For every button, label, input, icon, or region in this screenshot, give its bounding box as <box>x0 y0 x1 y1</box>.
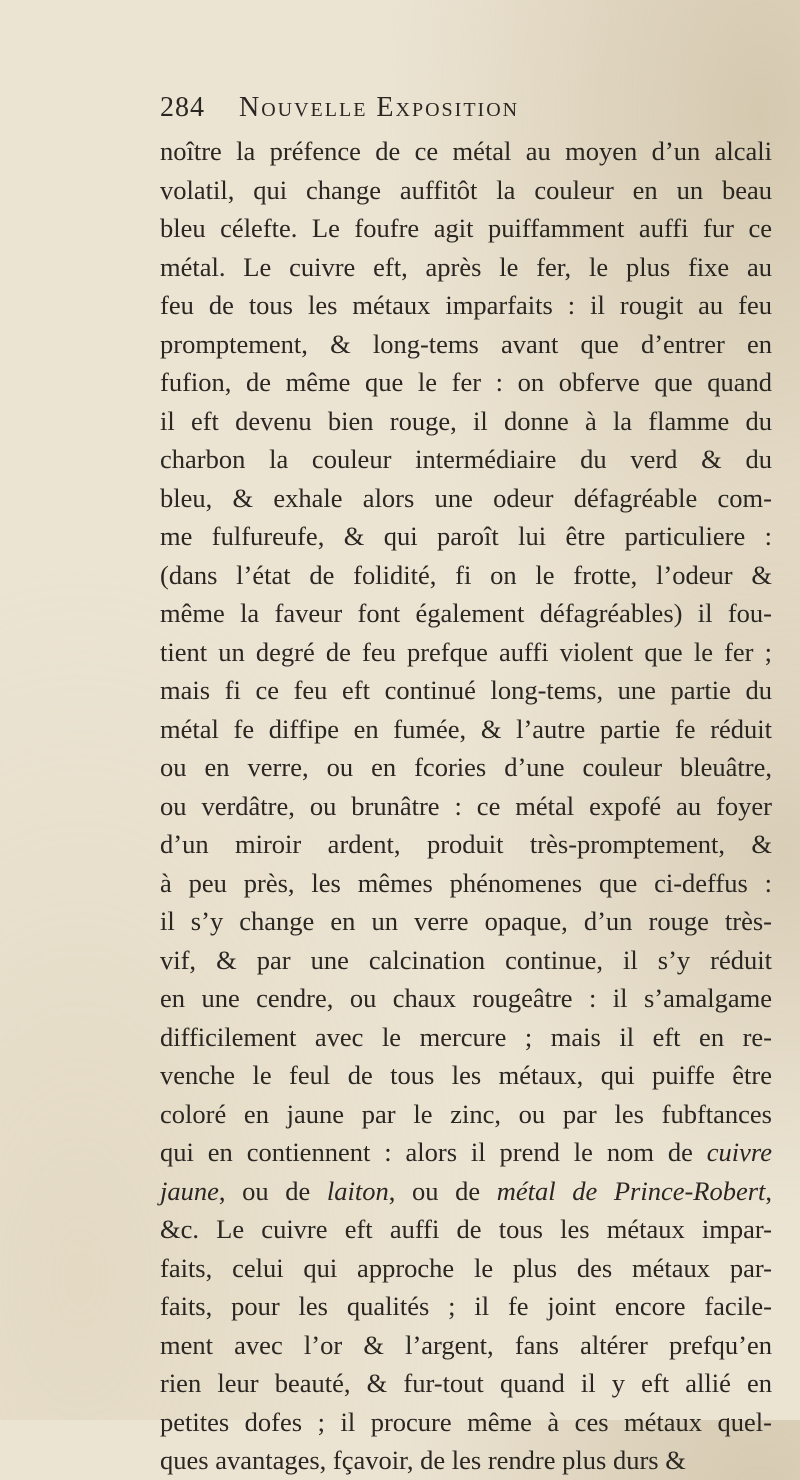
text-line: vif, & par une calcination continue, il s’y réduit <box>160 944 772 975</box>
running-head <box>160 92 760 124</box>
text-line: même la faveur font également défagréables) il fou- <box>160 598 772 628</box>
text-line: faits, pour les qualités ; il fe joint encore facile- <box>160 1291 772 1321</box>
text-line: bleu, & exhale alors une odeur défagréable com- <box>160 482 772 513</box>
text-line: bleu célefte. Le foufre agit puiffamment auffi fur ce <box>160 213 772 243</box>
text-line: venche le feul de tous les métaux, qui puiffe être <box>160 1060 772 1090</box>
text-line: ques avantages, fçavoir, de les rendre plus durs & <box>160 1445 686 1475</box>
text-line: ou en verre, ou en fcories d’une couleur bleuâtre, <box>160 752 772 782</box>
text-line: feu de tous les métaux imparfaits : il rougit au feu <box>160 290 772 320</box>
body-text <box>160 132 772 1480</box>
text-line: métal. Le cuivre eft, après le fer, le plus fixe au <box>160 251 772 282</box>
text-line: ou verdâtre, ou brunâtre : ce métal expofé au foyer <box>160 790 772 821</box>
running-title: Nouvelle Exposition <box>239 92 520 123</box>
text-run: , <box>765 1175 773 1206</box>
text-line: rien leur beauté, & fur-tout quand il y eft allié en <box>160 1368 772 1398</box>
page-number: 284 <box>160 92 205 123</box>
text-line: faits, celui qui approche le plus des métaux par- <box>160 1252 772 1283</box>
text-line-mixed <box>160 1172 772 1211</box>
text-line: ment avec l’or & l’argent, fans altérer prefqu’en <box>160 1329 772 1360</box>
text-line: petites dofes ; il procure même à ces métaux quel- <box>160 1406 772 1437</box>
text-line: difficilement avec le mercure ; mais il eft en re- <box>160 1021 772 1052</box>
text-line: &c. Le cuivre eft auffi de tous les métaux impar- <box>160 1214 772 1244</box>
text-line: (dans l’état de folidité, fi on le frotte, l’odeur & <box>160 559 772 590</box>
text-line: d’un miroir ardent, produit très-promptement, & <box>160 829 772 859</box>
italic-run: métal de Prince-Robert <box>496 1175 766 1206</box>
text-line: volatil, qui change auffitôt la couleur en un beau <box>160 174 772 205</box>
italic-run: cuivre <box>706 1137 773 1167</box>
text-line: il eft devenu bien rouge, il donne à la flamme du <box>160 405 772 436</box>
text-run: , ou de <box>388 1175 481 1206</box>
text-line: à peu près, les mêmes phénomenes que ci-deffus : <box>160 867 772 898</box>
text-line: mais fi ce feu eft continué long-tems, une partie du <box>160 675 772 705</box>
text-line: métal fe diffipe en fumée, & l’autre partie fe réduit <box>160 713 772 744</box>
text-line: tient un degré de feu prefque auffi violent que le fer ; <box>160 636 772 667</box>
text-line: promptement, & long-tems avant que d’entrer en <box>160 328 772 359</box>
text-run: , ou de <box>218 1175 311 1206</box>
italic-run: jaune <box>160 1175 219 1206</box>
text-line: me fulfureufe, & qui paroît lui être particuliere : <box>160 521 772 551</box>
text-line-mixed <box>160 1133 772 1172</box>
text-line: coloré en jaune par le zinc, ou par les fubftances <box>160 1098 772 1129</box>
text-line: fufion, de même que le fer : on obferve que quand <box>160 367 772 397</box>
text-run: qui en contiennent : alors il prend le nom de <box>160 1137 693 1167</box>
text-line: charbon la couleur intermédiaire du verd & du <box>160 444 772 474</box>
italic-run: laiton <box>326 1175 389 1206</box>
text-line: il s’y change en un verre opaque, d’un rouge très- <box>160 906 772 936</box>
text-line: noître la préfence de ce métal au moyen d’un alcali <box>160 136 772 166</box>
text-line: en une cendre, ou chaux rougeâtre : il s’amalgame <box>160 983 772 1013</box>
